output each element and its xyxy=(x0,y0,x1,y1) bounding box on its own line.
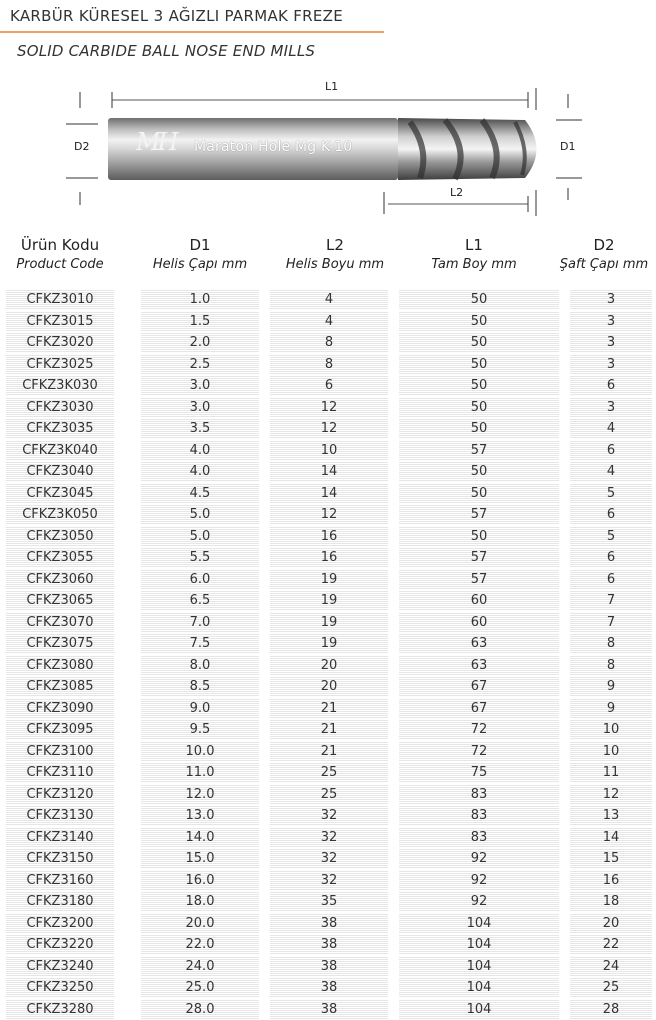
product-code-cell: CFKZ3055 xyxy=(6,548,114,567)
column-subtitle: Helis Çapı mm xyxy=(141,257,259,272)
column-subtitle: Tam Boy mm xyxy=(399,257,549,272)
l2-cell: 6 xyxy=(270,376,388,395)
l2-cell: 25 xyxy=(270,785,388,804)
l2-cell: 38 xyxy=(270,914,388,933)
table-row xyxy=(0,999,656,1020)
l1-cell: 92 xyxy=(399,871,559,890)
table-header xyxy=(0,236,656,286)
product-code-cell: CFKZ3250 xyxy=(6,978,114,997)
product-code-cell: CFKZ3130 xyxy=(6,806,114,825)
l2-cell: 19 xyxy=(270,570,388,589)
l1-cell: 104 xyxy=(399,978,559,997)
table-row xyxy=(0,332,656,354)
column-subtitle: Helis Boyu mm xyxy=(270,257,400,272)
header-product-code xyxy=(0,236,120,272)
l1-cell: 57 xyxy=(399,441,559,460)
l1-cell: 50 xyxy=(399,312,559,331)
d1-cell: 14.0 xyxy=(141,828,259,847)
product-code-cell: CFKZ3150 xyxy=(6,849,114,868)
title-divider xyxy=(0,31,384,33)
product-code-cell: CFKZ3015 xyxy=(6,312,114,331)
product-code-cell: CFKZ3010 xyxy=(6,290,114,309)
column-title: D2 xyxy=(552,236,656,254)
d1-cell: 2.5 xyxy=(141,355,259,374)
l2-cell: 4 xyxy=(270,290,388,309)
l2-cell: 12 xyxy=(270,505,388,524)
table-row xyxy=(0,741,656,763)
table-row xyxy=(0,913,656,935)
d1-cell: 4.5 xyxy=(141,484,259,503)
l2-cell: 32 xyxy=(270,806,388,825)
d2-cell: 16 xyxy=(570,871,652,890)
d2-cell: 3 xyxy=(570,355,652,374)
d2-cell: 10 xyxy=(570,742,652,761)
product-code-cell: CFKZ3030 xyxy=(6,398,114,417)
l2-cell: 38 xyxy=(270,957,388,976)
product-code-cell: CFKZ3035 xyxy=(6,419,114,438)
d2-cell: 14 xyxy=(570,828,652,847)
l2-cell: 21 xyxy=(270,742,388,761)
l2-cell: 20 xyxy=(270,677,388,696)
product-code-cell: CFKZ3K040 xyxy=(6,441,114,460)
d2-cell: 3 xyxy=(570,312,652,331)
d2-cell: 6 xyxy=(570,548,652,567)
l1-cell: 92 xyxy=(399,892,559,911)
product-code-cell: CFKZ3070 xyxy=(6,613,114,632)
l2-cell: 38 xyxy=(270,935,388,954)
brand-text: Maraton Hole Mg K-10 xyxy=(194,139,352,155)
product-code-cell: CFKZ3045 xyxy=(6,484,114,503)
l1-cell: 92 xyxy=(399,849,559,868)
product-code-cell: CFKZ3110 xyxy=(6,763,114,782)
table-row xyxy=(0,676,656,698)
table-row xyxy=(0,504,656,526)
table-row xyxy=(0,440,656,462)
table-row xyxy=(0,870,656,892)
d2-cell: 6 xyxy=(570,505,652,524)
d2-cell: 24 xyxy=(570,957,652,976)
column-title: Ürün Kodu xyxy=(0,236,120,254)
table-row xyxy=(0,633,656,655)
brand-logo: MH xyxy=(136,128,176,156)
d2-cell: 8 xyxy=(570,634,652,653)
header-d2 xyxy=(552,236,656,272)
l1-cell: 50 xyxy=(399,484,559,503)
d1-cell: 1.5 xyxy=(141,312,259,331)
l1-cell: 104 xyxy=(399,1000,559,1019)
l2-cell: 4 xyxy=(270,312,388,331)
l1-cell: 50 xyxy=(399,376,559,395)
l2-cell: 14 xyxy=(270,484,388,503)
d1-cell: 12.0 xyxy=(141,785,259,804)
table-row xyxy=(0,354,656,376)
d1-cell: 5.0 xyxy=(141,505,259,524)
l1-cell: 50 xyxy=(399,419,559,438)
l2-cell: 19 xyxy=(270,613,388,632)
product-code-cell: CFKZ3050 xyxy=(6,527,114,546)
d2-cell: 18 xyxy=(570,892,652,911)
product-code-cell: CFKZ3080 xyxy=(6,656,114,675)
d1-cell: 22.0 xyxy=(141,935,259,954)
l1-cell: 63 xyxy=(399,656,559,675)
page-subtitle: SOLID CARBIDE BALL NOSE END MILLS xyxy=(17,42,315,60)
table-row xyxy=(0,612,656,634)
table-row xyxy=(0,848,656,870)
product-code-cell: CFKZ3060 xyxy=(6,570,114,589)
d2-cell: 3 xyxy=(570,398,652,417)
l1-label: L1 xyxy=(325,80,338,93)
product-code-cell: CFKZ3220 xyxy=(6,935,114,954)
d2-cell: 6 xyxy=(570,441,652,460)
l1-cell: 75 xyxy=(399,763,559,782)
d1-cell: 7.5 xyxy=(141,634,259,653)
l2-cell: 16 xyxy=(270,548,388,567)
table-row xyxy=(0,461,656,483)
product-code-cell: CFKZ3065 xyxy=(6,591,114,610)
l2-cell: 38 xyxy=(270,1000,388,1019)
d1-cell: 3.5 xyxy=(141,419,259,438)
column-subtitle: Product Code xyxy=(0,257,120,272)
d2-cell: 6 xyxy=(570,376,652,395)
product-code-cell: CFKZ3240 xyxy=(6,957,114,976)
table-row xyxy=(0,590,656,612)
l1-cell: 60 xyxy=(399,591,559,610)
l2-cell: 32 xyxy=(270,849,388,868)
l2-cell: 19 xyxy=(270,634,388,653)
d1-cell: 9.0 xyxy=(141,699,259,718)
table-row xyxy=(0,569,656,591)
d1-cell: 16.0 xyxy=(141,871,259,890)
table-row xyxy=(0,762,656,784)
table-row xyxy=(0,375,656,397)
table-row xyxy=(0,977,656,999)
d1-cell: 28.0 xyxy=(141,1000,259,1019)
table-row xyxy=(0,311,656,333)
table-row xyxy=(0,956,656,978)
d2-cell: 8 xyxy=(570,656,652,675)
l2-cell: 10 xyxy=(270,441,388,460)
d1-cell: 4.0 xyxy=(141,441,259,460)
table-row xyxy=(0,934,656,956)
column-subtitle: Şaft Çapı mm xyxy=(552,257,656,272)
d1-cell: 4.0 xyxy=(141,462,259,481)
d2-cell: 12 xyxy=(570,785,652,804)
d1-cell: 24.0 xyxy=(141,957,259,976)
product-code-cell: CFKZ3280 xyxy=(6,1000,114,1019)
d1-cell: 9.5 xyxy=(141,720,259,739)
l2-cell: 8 xyxy=(270,333,388,352)
l1-cell: 104 xyxy=(399,914,559,933)
l1-cell: 83 xyxy=(399,785,559,804)
l2-cell: 35 xyxy=(270,892,388,911)
product-table xyxy=(0,289,656,1020)
product-code-cell: CFKZ3025 xyxy=(6,355,114,374)
d1-cell: 8.5 xyxy=(141,677,259,696)
header-l1 xyxy=(399,236,549,272)
l1-cell: 50 xyxy=(399,398,559,417)
l2-label: L2 xyxy=(450,186,463,199)
d2-cell: 5 xyxy=(570,527,652,546)
d1-cell: 18.0 xyxy=(141,892,259,911)
l2-cell: 8 xyxy=(270,355,388,374)
l1-cell: 50 xyxy=(399,527,559,546)
table-row xyxy=(0,719,656,741)
table-row xyxy=(0,289,656,311)
table-row xyxy=(0,827,656,849)
d1-cell: 7.0 xyxy=(141,613,259,632)
table-row xyxy=(0,526,656,548)
l1-cell: 104 xyxy=(399,935,559,954)
header-d1 xyxy=(141,236,259,272)
l1-cell: 63 xyxy=(399,634,559,653)
l2-cell: 32 xyxy=(270,871,388,890)
column-title: L1 xyxy=(399,236,549,254)
l2-cell: 21 xyxy=(270,699,388,718)
l2-cell: 32 xyxy=(270,828,388,847)
table-row xyxy=(0,784,656,806)
d1-cell: 1.0 xyxy=(141,290,259,309)
l1-cell: 57 xyxy=(399,548,559,567)
d1-cell: 3.0 xyxy=(141,398,259,417)
d2-cell: 9 xyxy=(570,699,652,718)
l2-cell: 19 xyxy=(270,591,388,610)
product-code-cell: CFKZ3200 xyxy=(6,914,114,933)
table-row xyxy=(0,547,656,569)
l1-cell: 83 xyxy=(399,806,559,825)
l1-cell: 72 xyxy=(399,742,559,761)
l1-cell: 50 xyxy=(399,355,559,374)
d2-cell: 10 xyxy=(570,720,652,739)
product-code-cell: CFKZ3100 xyxy=(6,742,114,761)
l1-cell: 50 xyxy=(399,290,559,309)
d1-label: D1 xyxy=(560,140,575,153)
l1-cell: 67 xyxy=(399,677,559,696)
l2-cell: 20 xyxy=(270,656,388,675)
l2-cell: 12 xyxy=(270,419,388,438)
brand-engraving xyxy=(136,126,396,170)
d2-cell: 6 xyxy=(570,570,652,589)
l1-cell: 83 xyxy=(399,828,559,847)
d1-cell: 8.0 xyxy=(141,656,259,675)
column-title: D1 xyxy=(141,236,259,254)
d1-cell: 15.0 xyxy=(141,849,259,868)
d1-cell: 11.0 xyxy=(141,763,259,782)
d2-cell: 25 xyxy=(570,978,652,997)
l1-cell: 104 xyxy=(399,957,559,976)
l1-cell: 72 xyxy=(399,720,559,739)
d2-cell: 28 xyxy=(570,1000,652,1019)
page-title: KARBÜR KÜRESEL 3 AĞIZLI PARMAK FREZE xyxy=(10,7,343,25)
d2-cell: 20 xyxy=(570,914,652,933)
product-code-cell: CFKZ3020 xyxy=(6,333,114,352)
d1-cell: 5.5 xyxy=(141,548,259,567)
d2-cell: 5 xyxy=(570,484,652,503)
d1-cell: 2.0 xyxy=(141,333,259,352)
l2-cell: 25 xyxy=(270,763,388,782)
product-code-cell: CFKZ3K030 xyxy=(6,376,114,395)
l2-cell: 21 xyxy=(270,720,388,739)
table-row xyxy=(0,397,656,419)
d1-cell: 6.0 xyxy=(141,570,259,589)
d2-cell: 3 xyxy=(570,333,652,352)
product-code-cell: CFKZ3085 xyxy=(6,677,114,696)
l1-cell: 50 xyxy=(399,333,559,352)
product-code-cell: CFKZ3075 xyxy=(6,634,114,653)
d2-cell: 4 xyxy=(570,462,652,481)
d2-cell: 15 xyxy=(570,849,652,868)
table-row xyxy=(0,698,656,720)
l2-cell: 14 xyxy=(270,462,388,481)
d2-cell: 9 xyxy=(570,677,652,696)
d2-cell: 13 xyxy=(570,806,652,825)
table-row xyxy=(0,483,656,505)
d1-cell: 10.0 xyxy=(141,742,259,761)
header-l2 xyxy=(270,236,400,272)
l2-cell: 16 xyxy=(270,527,388,546)
table-row xyxy=(0,655,656,677)
product-code-cell: CFKZ3180 xyxy=(6,892,114,911)
table-row xyxy=(0,891,656,913)
d2-label: D2 xyxy=(74,140,89,153)
l1-cell: 60 xyxy=(399,613,559,632)
l1-cell: 67 xyxy=(399,699,559,718)
d1-cell: 13.0 xyxy=(141,806,259,825)
product-code-cell: CFKZ3K050 xyxy=(6,505,114,524)
d1-cell: 20.0 xyxy=(141,914,259,933)
table-row xyxy=(0,418,656,440)
d2-cell: 22 xyxy=(570,935,652,954)
product-code-cell: CFKZ3160 xyxy=(6,871,114,890)
product-code-cell: CFKZ3140 xyxy=(6,828,114,847)
tool-diagram xyxy=(0,70,656,230)
l2-cell: 38 xyxy=(270,978,388,997)
d2-cell: 4 xyxy=(570,419,652,438)
d1-cell: 25.0 xyxy=(141,978,259,997)
l1-cell: 50 xyxy=(399,462,559,481)
d2-cell: 7 xyxy=(570,591,652,610)
d1-cell: 6.5 xyxy=(141,591,259,610)
product-code-cell: CFKZ3120 xyxy=(6,785,114,804)
d1-cell: 3.0 xyxy=(141,376,259,395)
l1-cell: 57 xyxy=(399,505,559,524)
column-title: L2 xyxy=(270,236,400,254)
table-row xyxy=(0,805,656,827)
d1-cell: 5.0 xyxy=(141,527,259,546)
product-code-cell: CFKZ3090 xyxy=(6,699,114,718)
product-code-cell: CFKZ3040 xyxy=(6,462,114,481)
l1-cell: 57 xyxy=(399,570,559,589)
l2-cell: 12 xyxy=(270,398,388,417)
d2-cell: 3 xyxy=(570,290,652,309)
d2-cell: 7 xyxy=(570,613,652,632)
d2-cell: 11 xyxy=(570,763,652,782)
product-code-cell: CFKZ3095 xyxy=(6,720,114,739)
